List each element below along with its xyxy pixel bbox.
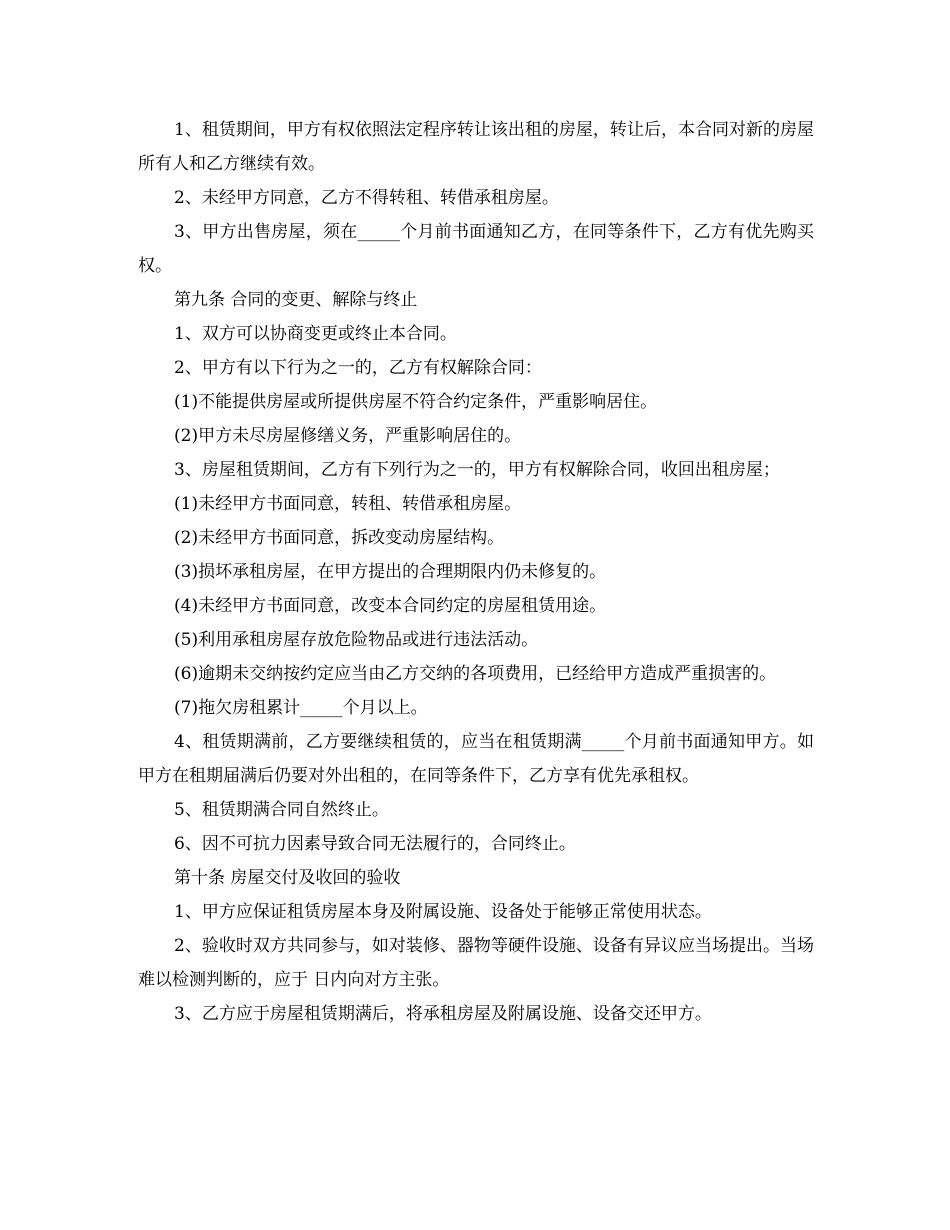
clause-9-item-3: 3、房屋租赁期间，乙方有下列行为之一的，甲方有权解除合同，收回出租房屋；: [174, 460, 780, 480]
clause-9-item-5: 5、租赁期满合同自然终止。: [174, 800, 389, 820]
clause-10-item-1: 1、甲方应保证租赁房屋本身及附属设施、设备处于能够正常使用状态。: [174, 902, 712, 922]
clause-10-item-3: 3、乙方应于房屋租赁期满后，将承租房屋及附属设施、设备交还甲方。: [174, 1004, 712, 1024]
clause-9-item-3-sub-5: (5)利用承租房屋存放危险物品或进行违法活动。: [174, 630, 539, 650]
clause-10-item-2: 2、验收时双方共同参与，如对装修、器物等硬件设施、设备有异议应当场提出。当场难以检测判断的，应于 日内向对方主张。: [138, 936, 814, 990]
section-heading-article-9: 第九条 合同的变更、解除与终止: [174, 290, 418, 310]
clause-9-item-2: 2、甲方有以下行为之一的，乙方有权解除合同：: [174, 358, 542, 378]
section-heading-article-10: 第十条 房屋交付及收回的验收: [174, 868, 401, 888]
clause-9-item-2-sub-1: (1)不能提供房屋或所提供房屋不符合约定条件，严重影响居住。: [174, 392, 658, 412]
clause-9-item-3-sub-7: (7)拖欠房租累计_____个月以上。: [174, 698, 428, 718]
clause-9-item-1: 1、双方可以协商变更或终止本合同。: [174, 324, 457, 344]
document-body: [138, 113, 814, 1031]
clause-9-item-3-sub-2: (2)未经甲方书面同意，拆改变动房屋结构。: [174, 528, 505, 548]
clause-8-item-3: 3、甲方出售房屋，须在_____个月前书面通知乙方，在同等条件下，乙方有优先购买权。: [138, 222, 814, 276]
clause-9-item-4: 4、租赁期满前，乙方要继续租赁的，应当在租赁期满_____个月前书面通知甲方。如甲方在租期届满后仍要对外出租的，在同等条件下，乙方享有优先承租权。: [138, 732, 814, 786]
clause-8-item-1: 1、租赁期间，甲方有权依照法定程序转让该出租的房屋，转让后，本合同对新的房屋所有人和乙方继续有效。: [138, 120, 814, 174]
clause-9-item-3-sub-1: (1)未经甲方书面同意，转租、转借承租房屋。: [174, 494, 522, 514]
clause-8-item-2: 2、未经甲方同意，乙方不得转租、转借承租房屋。: [174, 188, 559, 208]
clause-9-item-3-sub-4: (4)未经甲方书面同意，改变本合同约定的房屋租赁用途。: [174, 596, 607, 616]
clause-9-item-6: 6、因不可抗力因素导致合同无法履行的，合同终止。: [174, 834, 576, 854]
clause-9-item-3-sub-6: (6)逾期未交纳按约定应当由乙方交纳的各项费用，已经给甲方造成严重损害的。: [174, 664, 777, 684]
clause-9-item-3-sub-3: (3)损坏承租房屋，在甲方提出的合理期限内仍未修复的。: [174, 562, 607, 582]
clause-9-item-2-sub-2: (2)甲方未尽房屋修缮义务，严重影响居住的。: [174, 426, 522, 446]
